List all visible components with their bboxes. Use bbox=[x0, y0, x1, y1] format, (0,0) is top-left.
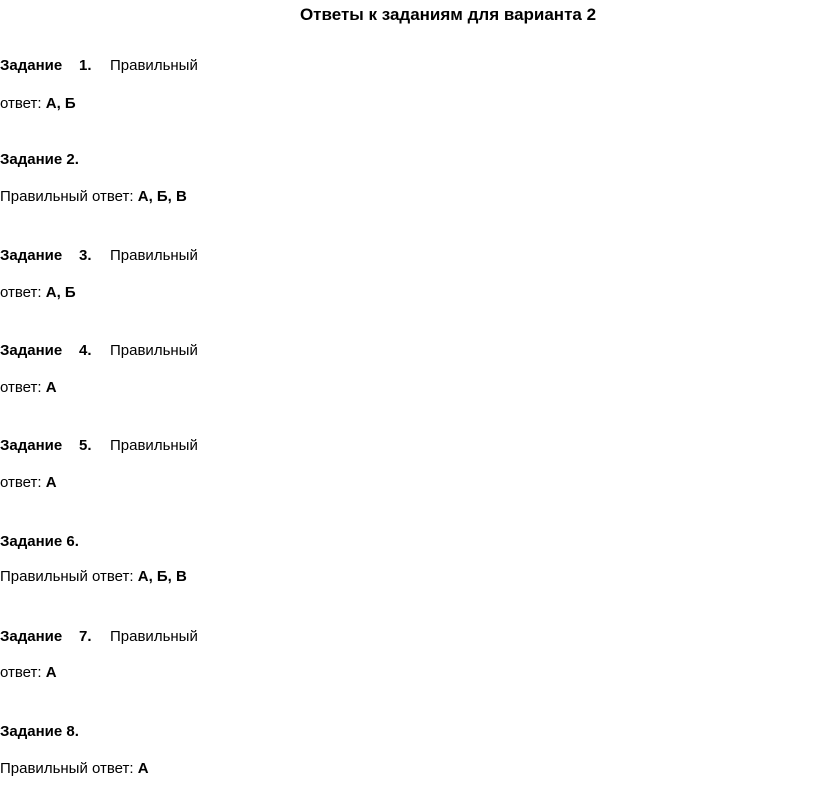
task-4-answer bbox=[0, 378, 57, 398]
task-6-header: Задание 6. bbox=[0, 533, 79, 550]
task-2-answer bbox=[0, 187, 187, 207]
task-number: 5. bbox=[79, 437, 92, 454]
task-7-header bbox=[0, 627, 198, 647]
answer-label: Правильный ответ: bbox=[0, 568, 134, 585]
answer-value: А bbox=[45, 379, 57, 396]
task-3-header bbox=[0, 246, 198, 266]
task-8-answer bbox=[0, 759, 149, 779]
answer-value: А, Б bbox=[45, 284, 76, 301]
right-word: Правильный bbox=[110, 628, 198, 645]
answer-word: ответ: bbox=[0, 379, 42, 396]
answer-value: А bbox=[137, 760, 149, 777]
answer-word: ответ: bbox=[0, 95, 42, 112]
task-word: Задание bbox=[0, 57, 63, 74]
answer-word: ответ: bbox=[0, 474, 42, 491]
answer-word: ответ: bbox=[0, 284, 42, 301]
task-6-answer bbox=[0, 567, 187, 587]
task-number: 7. bbox=[79, 628, 92, 645]
answer-value: А bbox=[45, 664, 57, 681]
task-number: 4. bbox=[79, 342, 92, 359]
task-word: Задание bbox=[0, 342, 63, 359]
task-number: 3. bbox=[79, 247, 92, 264]
task-2-header: Задание 2. bbox=[0, 151, 79, 168]
task-4-header bbox=[0, 341, 198, 361]
right-word: Правильный bbox=[110, 342, 198, 359]
task-3-answer bbox=[0, 283, 76, 303]
right-word: Правильный bbox=[110, 437, 198, 454]
answer-value: А bbox=[45, 474, 57, 491]
answer-label: Правильный ответ: bbox=[0, 188, 134, 205]
answer-label: Правильный ответ: bbox=[0, 760, 134, 777]
task-8-header: Задание 8. bbox=[0, 723, 79, 740]
task-word: Задание bbox=[0, 247, 63, 264]
answer-value: А, Б, В bbox=[137, 568, 187, 585]
task-word: Задание bbox=[0, 628, 63, 645]
task-5-header bbox=[0, 436, 198, 456]
answer-value: А, Б bbox=[45, 95, 76, 112]
task-word: Задание bbox=[0, 437, 63, 454]
task-number: 1. bbox=[79, 57, 92, 74]
page-title: Ответы к заданиям для варианта 2 bbox=[299, 5, 597, 24]
right-word: Правильный bbox=[110, 247, 198, 264]
task-1-header bbox=[0, 56, 198, 76]
task-5-answer bbox=[0, 473, 57, 493]
right-word: Правильный bbox=[110, 57, 198, 74]
answer-word: ответ: bbox=[0, 664, 42, 681]
answer-value: А, Б, В bbox=[137, 188, 187, 205]
task-1-answer bbox=[0, 94, 76, 114]
task-7-answer bbox=[0, 663, 57, 683]
